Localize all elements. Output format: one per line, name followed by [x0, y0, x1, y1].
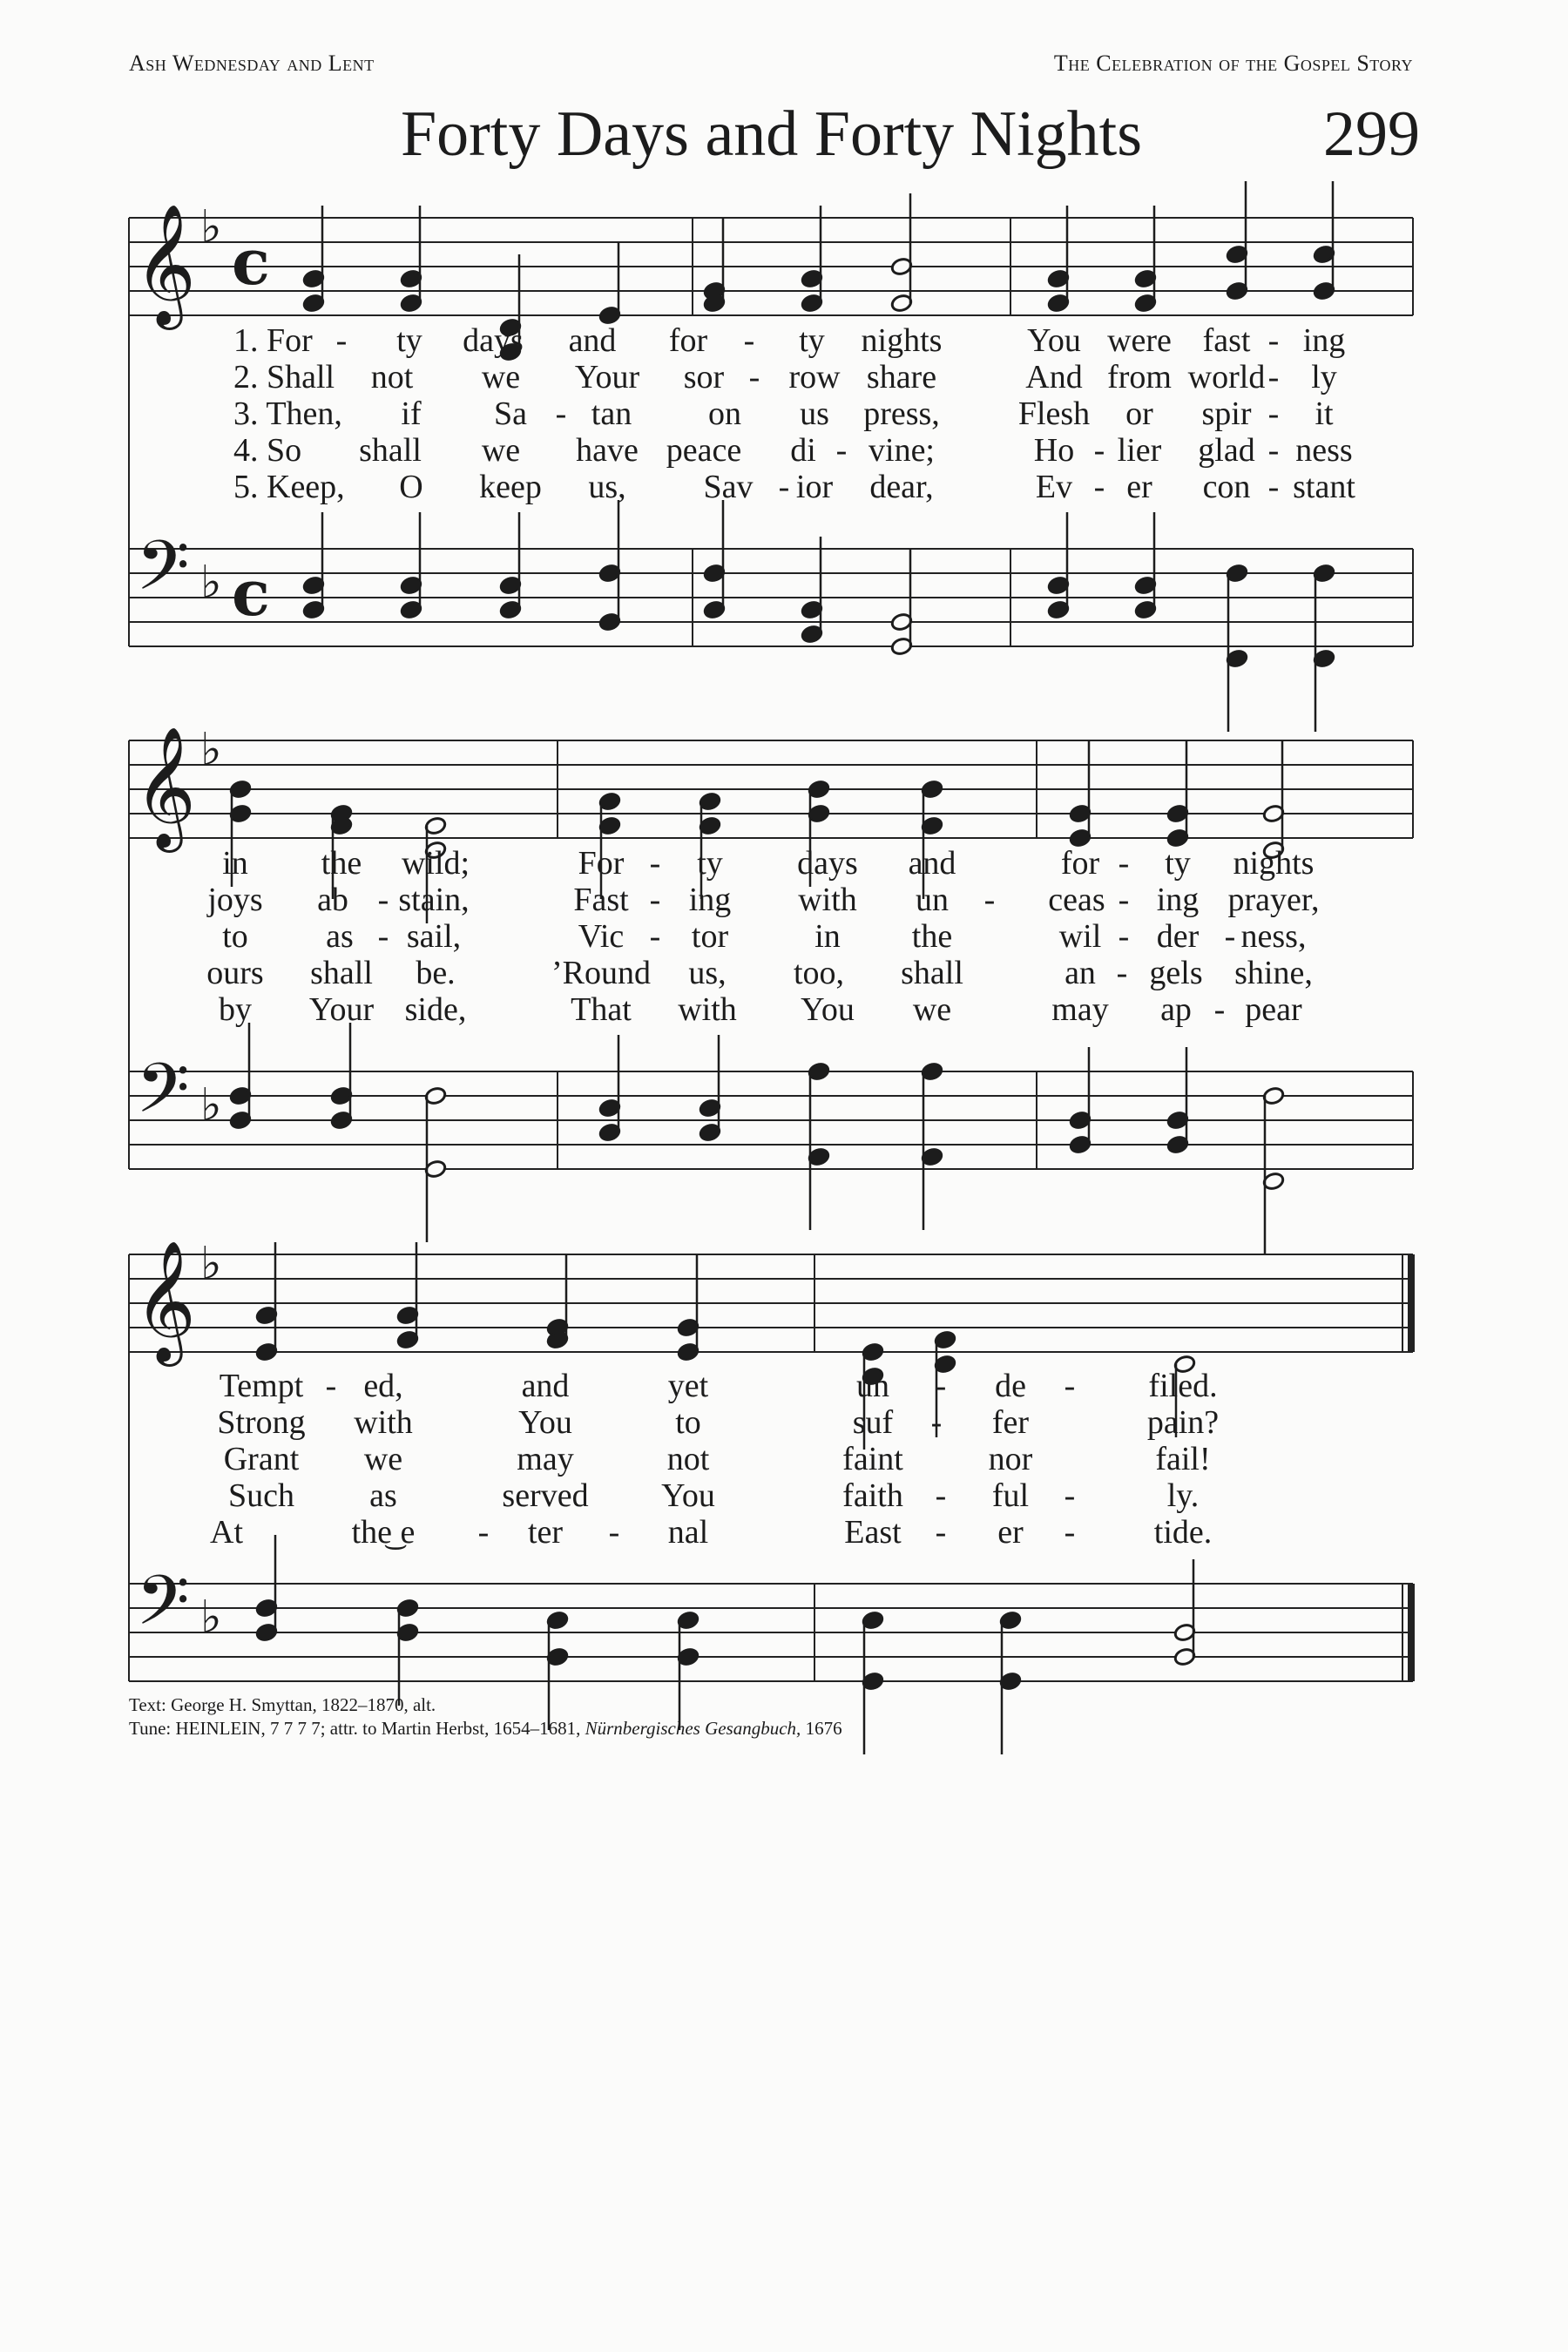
lyric-syllable: di: [790, 432, 816, 469]
lyric-syllable: prayer,: [1227, 882, 1320, 918]
lyric-syllable: world: [1187, 359, 1266, 395]
lyric-syllable: -: [1213, 991, 1226, 1028]
lyric-syllable: fast: [1202, 322, 1251, 359]
system-3-bass-flat-icon: ♭: [200, 1592, 222, 1644]
system-1-bass-clef-icon: 𝄢: [136, 525, 190, 623]
lyric-syllable: -: [649, 845, 661, 882]
lyric-syllable: de: [995, 1368, 1026, 1404]
lyric-syllable: -: [743, 322, 755, 359]
lyric-syllable: Such: [228, 1477, 294, 1514]
lyric-syllable: 5. Keep,: [233, 469, 345, 505]
lyric-syllable: it: [1315, 395, 1334, 432]
lyric-syllable: -: [935, 1368, 947, 1404]
hymn-title: Forty Days and Forty Nights: [401, 98, 1142, 170]
lyric-syllable: -: [835, 432, 848, 469]
lyric-syllable: -: [748, 359, 760, 395]
lyric-syllable: That: [571, 991, 632, 1028]
lyric-syllable: us,: [588, 469, 626, 505]
lyric-syllable: -: [377, 882, 389, 918]
lyric-syllable: -: [649, 918, 661, 955]
lyric-syllable: ful: [991, 1477, 1030, 1514]
lyric-syllable: us,: [688, 955, 727, 991]
lyric-syllable: ceas: [1048, 882, 1105, 918]
lyric-syllable: tor: [691, 918, 729, 955]
system-1-treble-flat-icon: ♭: [200, 201, 222, 253]
lyric-syllable: to: [675, 1404, 701, 1441]
lyric-syllable: joys: [207, 882, 263, 918]
lyric-syllable: days: [463, 322, 524, 359]
hymn-number: 299: [1323, 98, 1420, 170]
lyric-syllable: sor: [683, 359, 725, 395]
credit-text: Text: George H. Smyttan, 1822–1870, alt.: [129, 1694, 436, 1715]
lyric-syllable: peace: [666, 432, 742, 469]
lyric-syllable: Sa: [494, 395, 527, 432]
lyric-syllable: Strong: [217, 1404, 306, 1441]
credit-tune-source: Nürnbergisches Gesangbuch,: [585, 1718, 801, 1739]
lyric-syllable: -: [1118, 918, 1130, 955]
system-2-treble-flat-icon: ♭: [200, 724, 222, 776]
lyric-syllable: -: [477, 1514, 490, 1551]
lyric-syllable: ly: [1311, 359, 1337, 395]
lyric-syllable: -: [1118, 845, 1130, 882]
lyric-syllable: and: [521, 1368, 570, 1404]
lyric-syllable: Flesh: [1017, 395, 1091, 432]
lyric-syllable: un: [916, 882, 949, 918]
lyric-syllable: -: [935, 1477, 947, 1514]
lyric-syllable: with: [798, 882, 857, 918]
credit-tune-prefix: Tune: HEINLEIN, 7 7 7 7; attr. to Martin Herbst, 1654–1681,: [129, 1718, 585, 1739]
running-header-right: The Celebration of the Gospel Story: [1053, 51, 1413, 76]
lyric-syllable: ness: [1295, 432, 1353, 469]
lyric-syllable: days: [797, 845, 858, 882]
lyric-syllable: in: [814, 918, 841, 955]
lyric-syllable: and: [568, 322, 617, 359]
lyric-syllable: -: [608, 1514, 620, 1551]
lyric-syllable: Your: [574, 359, 640, 395]
system-3-bass-clef-icon: 𝄢: [136, 1560, 190, 1658]
lyric-syllable: con: [1202, 469, 1251, 505]
lyric-syllable: yet: [667, 1368, 709, 1404]
lyric-syllable: pain?: [1146, 1404, 1220, 1441]
lyric-syllable: share: [866, 359, 937, 395]
lyric-syllable: keep: [479, 469, 542, 505]
lyric-syllable: as: [369, 1477, 397, 1514]
lyric-syllable: For: [578, 845, 625, 882]
lyric-syllable: ly.: [1166, 1477, 1200, 1514]
lyric-syllable: un: [856, 1368, 889, 1404]
lyric-syllable: -: [555, 395, 567, 432]
lyric-syllable: Your: [308, 991, 375, 1028]
lyric-syllable: stain,: [398, 882, 470, 918]
system-1-treble-clef-icon: 𝄞: [134, 204, 196, 325]
lyric-syllable: -: [325, 1368, 337, 1404]
lyric-syllable: 4. So: [233, 432, 302, 469]
lyric-syllable: too,: [793, 955, 845, 991]
lyric-syllable: with: [354, 1404, 413, 1441]
lyric-syllable: Vic: [578, 918, 625, 955]
lyric-syllable: -: [935, 1514, 947, 1551]
lyric-syllable: be.: [416, 955, 456, 991]
lyric-syllable: if: [401, 395, 422, 432]
lyric-syllable: wild;: [401, 845, 470, 882]
lyric-syllable: shall: [310, 955, 373, 991]
lyric-syllable: East: [844, 1514, 902, 1551]
lyric-syllable: -: [335, 322, 348, 359]
running-header-left: Ash Wednesday and Lent: [129, 51, 375, 76]
lyric-syllable: Sav: [703, 469, 754, 505]
lyric-syllable: side,: [404, 991, 467, 1028]
lyric-syllable: the: [911, 918, 953, 955]
system-1-common-time-icon: c: [232, 225, 270, 299]
lyric-syllable: shall: [359, 432, 422, 469]
system-2-treble-clef-icon: 𝄞: [134, 727, 196, 848]
lyric-syllable: may: [517, 1441, 574, 1477]
lyric-syllable: -: [1267, 359, 1280, 395]
lyric-syllable: for: [1060, 845, 1100, 882]
lyric-syllable: ing: [1156, 882, 1200, 918]
lyric-syllable: by: [219, 991, 252, 1028]
credit-tune-year: 1676: [801, 1718, 842, 1739]
lyric-syllable: fail!: [1155, 1441, 1211, 1477]
lyric-syllable: tan: [591, 395, 632, 432]
lyric-syllable: ours: [206, 955, 264, 991]
lyric-syllable: Grant: [223, 1441, 300, 1477]
lyric-syllable: we: [912, 991, 952, 1028]
lyric-syllable: ing: [688, 882, 732, 918]
system-2-bass-clef-icon: 𝄢: [136, 1048, 190, 1146]
lyric-syllable: shall: [901, 955, 963, 991]
lyric-syllable: fer: [991, 1404, 1030, 1441]
lyric-syllable: from: [1107, 359, 1172, 395]
system-2-bass-flat-icon: ♭: [200, 1079, 222, 1132]
lyric-syllable: vine;: [868, 432, 935, 469]
lyric-syllable: dear,: [869, 469, 934, 505]
credit-tune: [129, 1718, 842, 1740]
lyric-syllable: -: [1118, 882, 1130, 918]
lyric-syllable: the: [321, 845, 362, 882]
lyric-syllable: spir: [1201, 395, 1252, 432]
system-1-common-time-bass-icon: c: [232, 556, 270, 630]
lyric-syllable: as: [326, 918, 354, 955]
lyric-syllable: glad: [1198, 432, 1255, 469]
lyric-syllable: O: [399, 469, 423, 505]
system-3-treble-flat-icon: ♭: [200, 1238, 222, 1290]
lyric-syllable: row: [788, 359, 841, 395]
lyric-syllable: ty: [1165, 845, 1191, 882]
lyric-syllable: ed,: [363, 1368, 403, 1404]
lyric-syllable: er: [1126, 469, 1152, 505]
lyric-syllable: -: [1064, 1514, 1076, 1551]
lyric-syllable: tide.: [1153, 1514, 1213, 1551]
lyric-syllable: You: [801, 991, 855, 1028]
lyric-syllable: and: [908, 845, 956, 882]
lyric-syllable: us: [800, 395, 829, 432]
lyric-syllable: or: [1125, 395, 1153, 432]
lyric-syllable: -: [1064, 1368, 1076, 1404]
lyric-syllable: -: [1267, 322, 1280, 359]
lyric-syllable: -: [930, 1404, 943, 1441]
lyric-syllable: we: [481, 432, 521, 469]
lyric-syllable: -: [1093, 469, 1105, 505]
lyric-syllable: with: [678, 991, 737, 1028]
lyric-syllable: Ho: [1033, 432, 1075, 469]
lyric-syllable: Ev: [1035, 469, 1073, 505]
lyric-syllable: press,: [863, 395, 940, 432]
lyric-syllable: ab: [317, 882, 348, 918]
lyric-syllable: -: [1267, 395, 1280, 432]
lyric-syllable: nor: [988, 1441, 1033, 1477]
lyric-syllable: may: [1051, 991, 1109, 1028]
lyric-syllable: -: [1093, 432, 1105, 469]
lyric-syllable: You: [1027, 322, 1081, 359]
lyric-syllable: -: [1267, 432, 1280, 469]
lyric-syllable: And: [1025, 359, 1083, 395]
lyric-syllable: Fast: [573, 882, 629, 918]
lyric-syllable: -: [649, 882, 661, 918]
lyric-syllable: ty: [799, 322, 825, 359]
lyric-syllable: an: [1064, 955, 1096, 991]
lyric-syllable: -: [1224, 918, 1236, 955]
lyric-syllable: shine,: [1234, 955, 1313, 991]
lyric-syllable: faint: [842, 1441, 903, 1477]
lyric-syllable: not: [666, 1441, 710, 1477]
lyric-syllable: we: [481, 359, 521, 395]
lyric-syllable: we: [363, 1441, 403, 1477]
lyric-syllable: At: [210, 1514, 243, 1551]
lyric-syllable: on: [708, 395, 741, 432]
lyric-syllable: suf: [852, 1404, 894, 1441]
lyric-syllable: nights: [861, 322, 943, 359]
lyric-syllable: You: [661, 1477, 715, 1514]
lyric-syllable: have: [576, 432, 639, 469]
lyric-syllable: filed.: [1148, 1368, 1218, 1404]
system-1-bass-flat-icon: ♭: [200, 557, 222, 609]
system-3-treble-clef-icon: 𝄞: [134, 1240, 196, 1362]
lyric-syllable: ness,: [1240, 918, 1307, 955]
lyric-syllable: ior: [795, 469, 834, 505]
lyric-syllable: ty: [396, 322, 422, 359]
lyric-syllable: 2. Shall: [233, 359, 335, 395]
lyric-syllable: not: [370, 359, 414, 395]
lyric-syllable: in: [222, 845, 248, 882]
lyric-syllable: ap: [1160, 991, 1192, 1028]
lyric-syllable: ter: [527, 1514, 564, 1551]
lyric-syllable: wil: [1058, 918, 1102, 955]
lyric-syllable: pear: [1245, 991, 1302, 1028]
lyric-syllable: 3. Then,: [233, 395, 342, 432]
lyric-syllable: ’Round: [551, 955, 651, 991]
lyric-syllable: the͜ e: [351, 1514, 416, 1551]
lyric-syllable: for: [668, 322, 708, 359]
lyric-syllable: sail,: [406, 918, 462, 955]
lyric-syllable: nal: [667, 1514, 709, 1551]
lyric-syllable: served: [502, 1477, 589, 1514]
lyric-syllable: faith: [842, 1477, 903, 1514]
lyric-syllable: ty: [697, 845, 723, 882]
lyric-syllable: der: [1156, 918, 1200, 955]
lyric-syllable: to: [222, 918, 248, 955]
lyric-syllable: -: [778, 469, 790, 505]
lyric-syllable: -: [983, 882, 996, 918]
lyric-syllable: -: [377, 918, 389, 955]
lyric-syllable: -: [1064, 1477, 1076, 1514]
lyric-syllable: were: [1107, 322, 1172, 359]
lyric-syllable: stant: [1293, 469, 1355, 505]
lyric-syllable: -: [1267, 469, 1280, 505]
lyric-syllable: -: [1116, 955, 1128, 991]
lyric-syllable: Tempt: [219, 1368, 304, 1404]
lyric-syllable: ing: [1302, 322, 1346, 359]
lyric-syllable: lier: [1117, 432, 1162, 469]
lyric-syllable: 1. For: [233, 322, 313, 359]
lyric-syllable: You: [518, 1404, 572, 1441]
lyric-syllable: er: [997, 1514, 1024, 1551]
lyric-syllable: gels: [1149, 955, 1203, 991]
lyric-syllable: nights: [1233, 845, 1315, 882]
